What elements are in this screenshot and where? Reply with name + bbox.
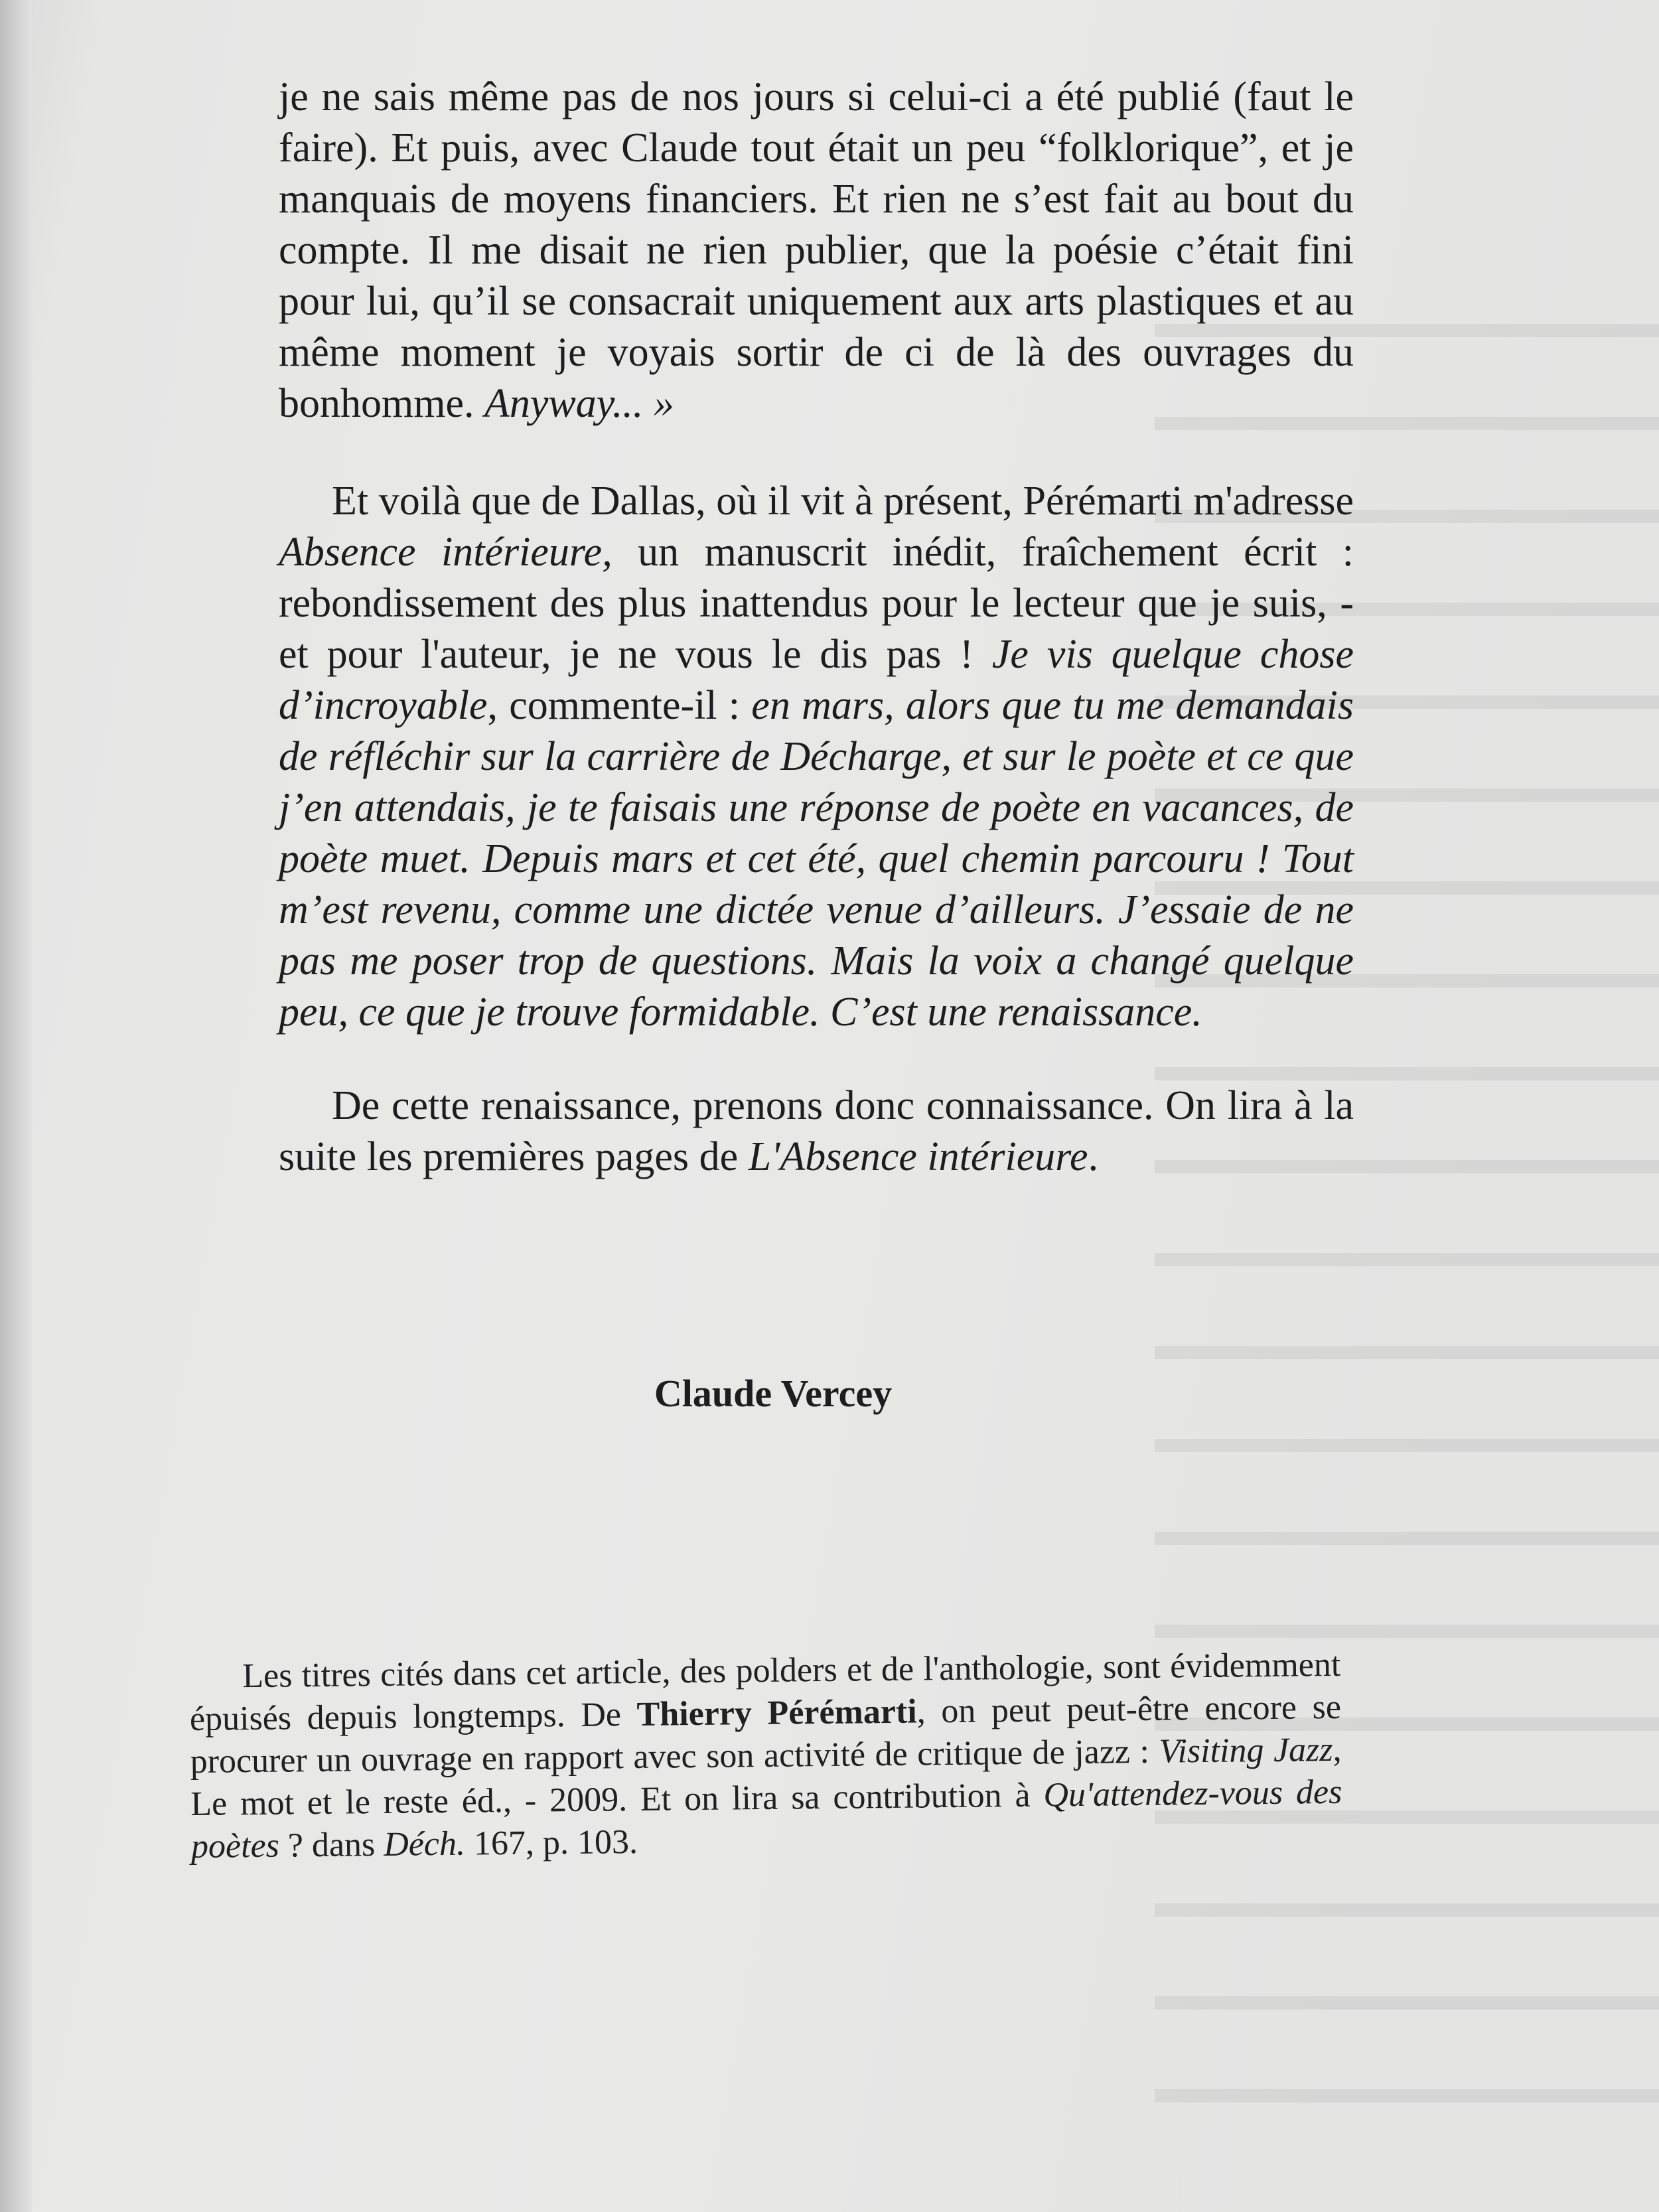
footnote-paragraph <box>189 1644 1342 1868</box>
footnote-book-title: Visiting Jazz <box>1159 1730 1333 1771</box>
paragraph2-quote-a: Je vis quelque chose d’incroyable <box>279 632 1354 728</box>
paragraph3-title: L'Absence intérieure <box>748 1134 1088 1179</box>
footnote-author-name: Thierry Pérémarti <box>636 1692 917 1733</box>
paragraph-peremarti <box>279 476 1354 1038</box>
paragraph1-italic-end: Anyway... » <box>484 381 674 426</box>
paragraph2-text-a: Et voilà que de Dallas, où il vit à présent, Pérémarti m'adresse <box>332 479 1354 524</box>
paragraph-renaissance <box>279 1080 1354 1183</box>
paragraph1-text: je ne sais même pas de nos jours si celui-ci a été publié (faut le faire). Et puis, avec Claude tout était un peu “folklorique”, et je manquais de moyens financiers. Et rien ne s’est fait au bout du compte. Il me disait ne rien publier, que la poésie c’était fini pour lui, qu’il se consacrait uniquement aux arts plastiques et au même moment je voyais sortir de ci de là des ouvrages du bonhomme. <box>279 74 1354 426</box>
paragraph3-text-b: . <box>1088 1134 1099 1179</box>
author-signature: Claude Vercey <box>654 1372 893 1415</box>
paragraph3-text-a: De cette renaissance, prenons donc connaissance. On lira à la suite les premières pages de <box>279 1083 1354 1179</box>
paragraph2-title: Absence intérieure, <box>279 530 613 575</box>
paragraph-continuation <box>279 72 1354 429</box>
footnote-text-a: Les titres cités dans cet article, des polders et de l'anthologie, sont évidemment épuisés depuis longtemps. De <box>189 1645 1341 1738</box>
page-gutter-edge <box>0 0 32 2212</box>
footnote-journal-title: Déch. <box>383 1824 466 1864</box>
footnote-text-c: , Le mot et le reste éd., - 2009. Et on lira sa contribution à <box>190 1730 1342 1823</box>
paragraph2-quote-b: en mars, alors que tu me demandais de réfléchir sur la carrière de Décharge, et sur le poète et ce que j’en attendais, je te faisais une réponse de poète en vacances, de poète muet. Depuis mars et cet été, quel chemin parcouru ! Tout m’est revenu, comme une dictée venue d’ailleurs. J’essaie de ne pas me poser trop de questions. Mais la voix a changé quelque peu, ce que je trouve formidable. C’est une renaissance. <box>279 683 1354 1035</box>
footnote-collection-title: Qu'attendez-vous des poètes <box>190 1773 1342 1866</box>
footnote <box>189 1644 1342 1868</box>
footnote-text-b: , on peut peut-être encore se procurer un ouvrage en rapport avec son activité de critique de jazz : <box>190 1688 1342 1781</box>
paragraph2-text-b: un manuscrit inédit, fraîchement écrit : rebondissement des plus inattendus pour le lecteur que je suis, - et pour l'auteur, je ne vous le dis pas ! <box>279 530 1354 677</box>
footnote-text-e: 167, p. 103. <box>473 1822 638 1863</box>
body-text <box>279 72 1354 1183</box>
footnote-text-d: ? dans <box>287 1826 376 1865</box>
paragraph2-text-c: , commente-il : <box>487 683 741 728</box>
